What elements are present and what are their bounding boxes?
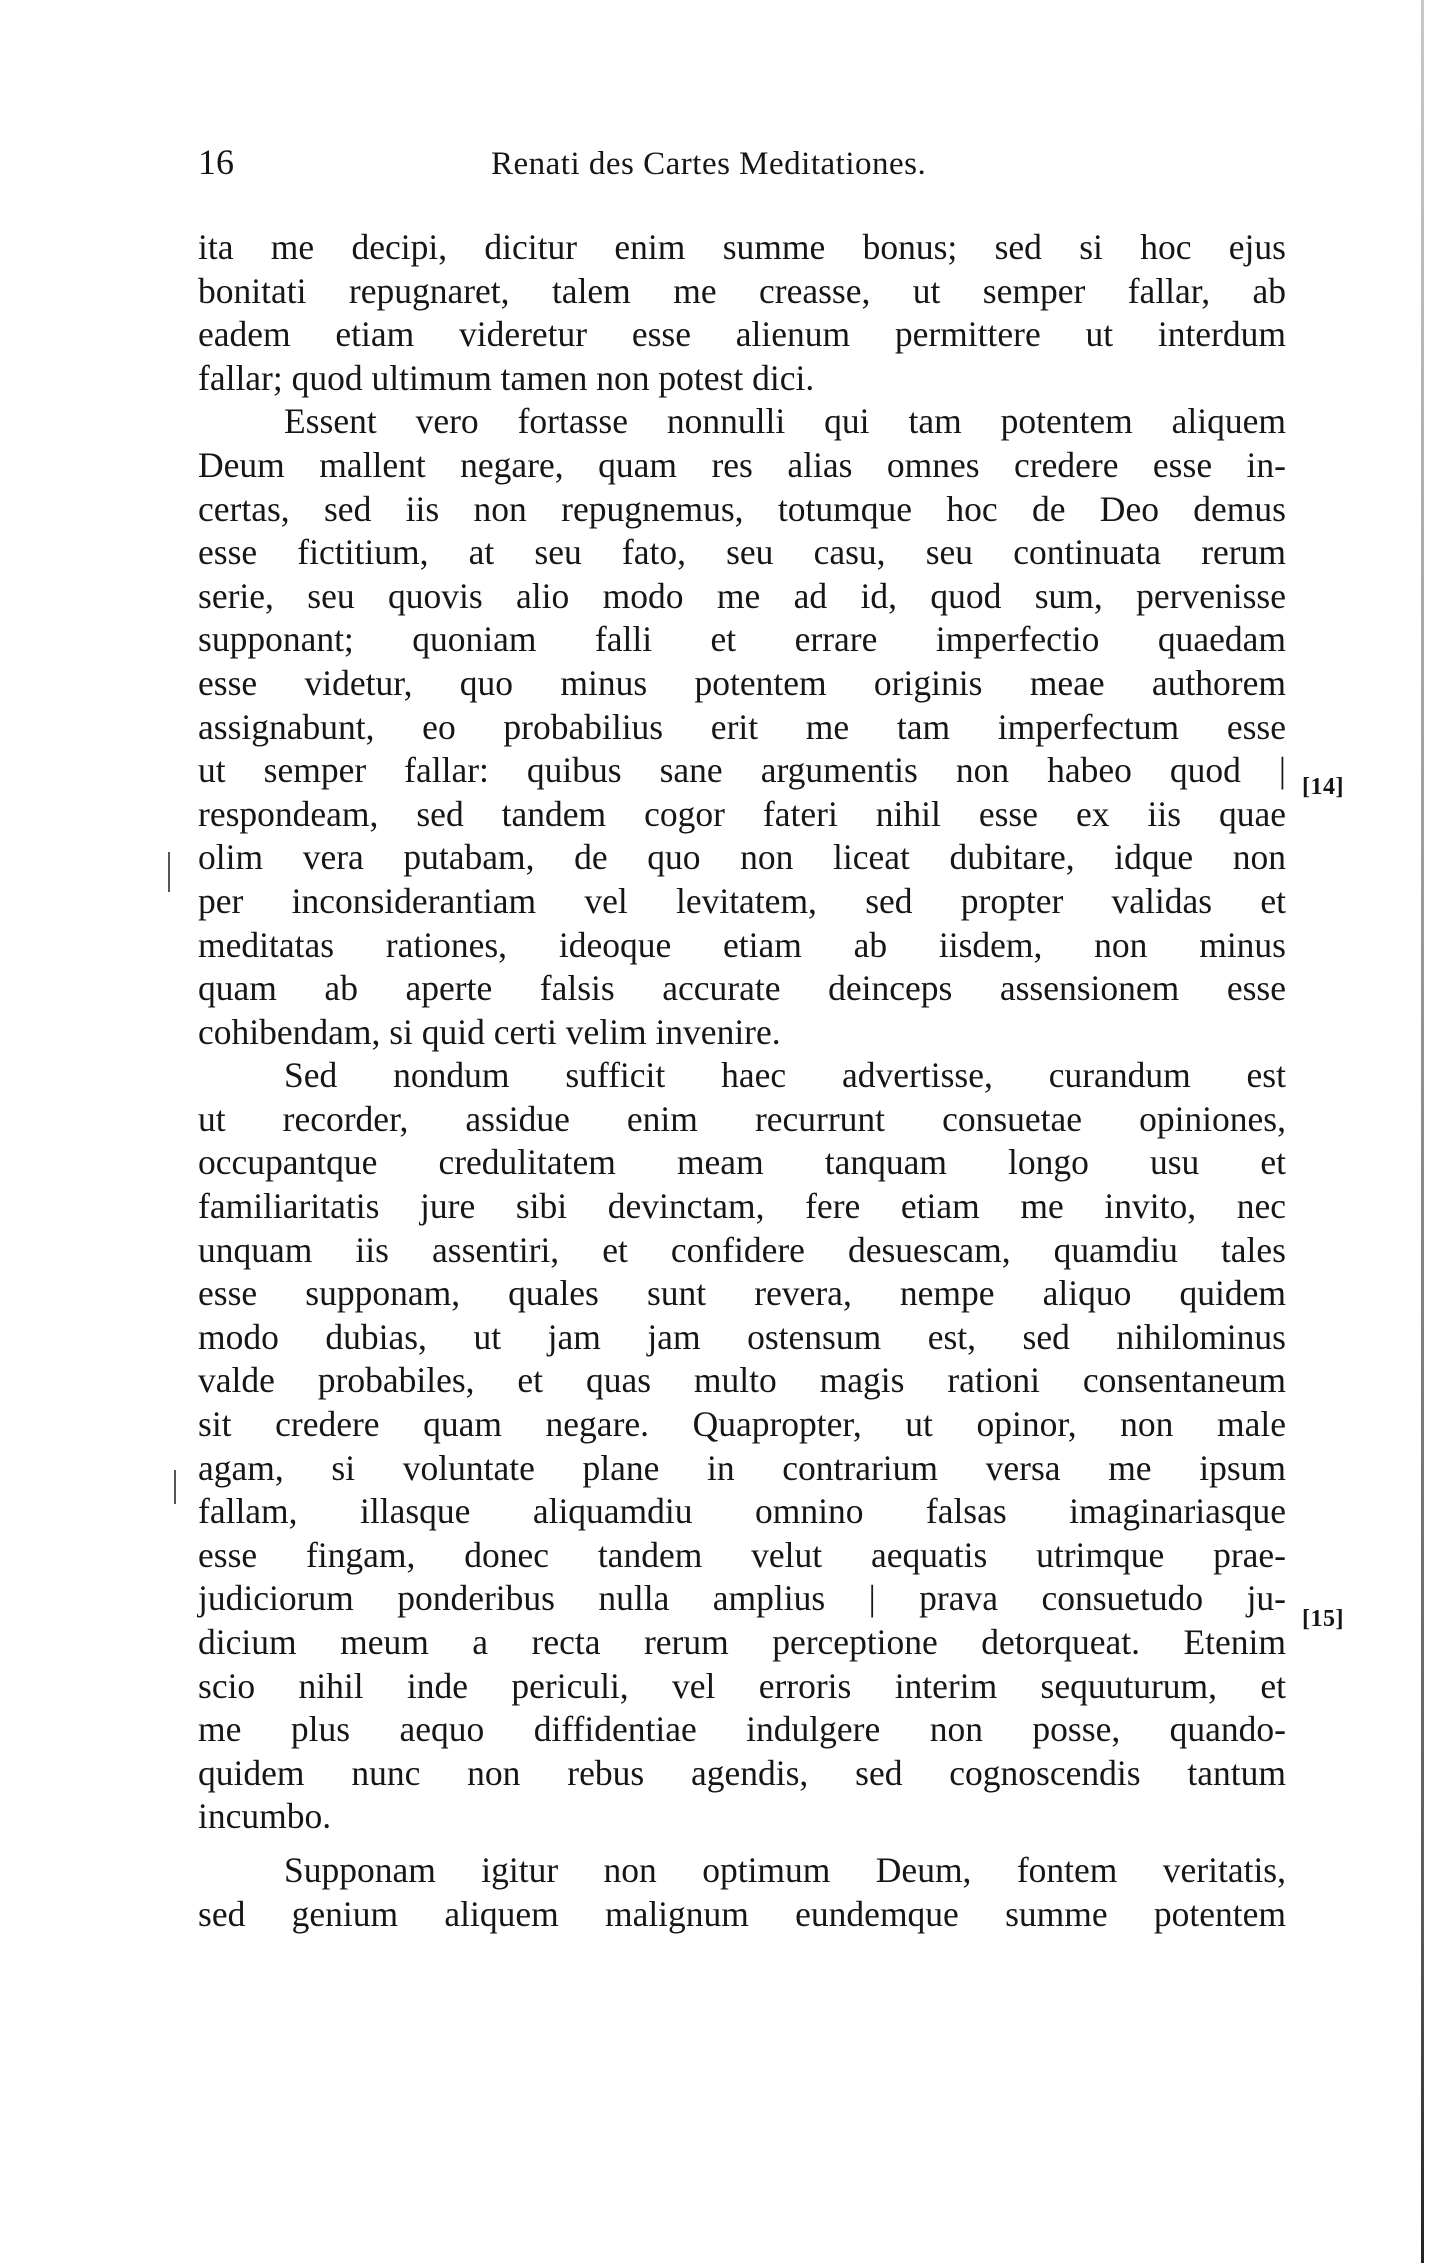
text-line: serie, seu quovis alio modo me ad id, quod sum, pervenisse <box>198 575 1286 616</box>
text-line: scio nihil inde periculi, vel erroris interim sequuturum, et <box>198 1665 1286 1706</box>
text-line: familiaritatis jure sibi devinctam, fere etiam me invito, nec <box>198 1186 1286 1227</box>
text-line: modo dubias, ut jam jam ostensum est, sed nihilominus <box>198 1316 1286 1357</box>
text-line: assignabunt, eo probabilius erit me tam imperfectum esse <box>198 706 1286 747</box>
text-line: dicium meum a recta rerum perceptione detorqueat. Etenim <box>198 1622 1286 1662</box>
text-line: bonitati repugnaret, talem me creasse, ut semper fallar, ab <box>198 270 1286 311</box>
text-line: certas, sed iis non repugnemus, totumque hoc de Deo demus <box>198 488 1286 529</box>
text-line: esse fingam, donec tandem velut aequatis utrimque prae- <box>198 1534 1286 1575</box>
text-line: sed genium aliquem malignum eundemque summe potentem <box>198 1893 1286 1934</box>
page-number: 16 <box>198 142 234 182</box>
text-line: cohibendam, si quid certi velim invenire. <box>198 1011 781 1052</box>
text-line: meditatas rationes, ideoque etiam ab iisdem, non minus <box>198 924 1286 965</box>
text-line: ita me decipi, dicitur enim summe bonus; sed si hoc ejus <box>198 227 1286 267</box>
text-line: unquam iis assentiri, et confidere desuescam, quamdiu tales <box>198 1229 1286 1270</box>
text-line: valde probabiles, et quas multo magis rationi consentaneum <box>198 1360 1286 1401</box>
text-line: incumbo. <box>198 1796 332 1837</box>
paragraph-start-line: Sed nondum sufficit haec advertisse, curandum est <box>284 1055 1286 1096</box>
text-line: supponant; quoniam falli et errare imperfectio quaedam <box>198 619 1286 660</box>
text-line: me plus aequo diffidentiae indulgere non posse, quando- <box>198 1709 1286 1750</box>
text-line: agam, si voluntate plane in contrarium versa me ipsum <box>198 1447 1286 1488</box>
page-edge-rule <box>1421 0 1424 2263</box>
text-line: sit credere quam negare. Quapropter, ut opinor, non male <box>198 1404 1286 1445</box>
text-line: fallam, illasque aliquamdiu omnino falsas imaginariasque <box>198 1491 1286 1532</box>
text-line: occupantque credulitatem meam tanquam longo usu et <box>198 1142 1286 1183</box>
margin-reference-15: [15] <box>1302 1606 1344 1632</box>
margin-mark <box>174 1470 176 1504</box>
running-title: Renati des Cartes Meditationes. <box>491 146 927 182</box>
text-line: Deum mallent negare, quam res alias omnes credere esse in- <box>198 444 1286 485</box>
margin-reference-14: [14] <box>1302 774 1344 800</box>
margin-mark <box>168 852 170 892</box>
text-line: eadem etiam videretur esse alienum permittere ut interdum <box>198 314 1286 355</box>
text-line: quidem nunc non rebus agendis, sed cognoscendis tantum <box>198 1752 1286 1793</box>
page-header <box>198 142 1298 192</box>
text-line: esse videtur, quo minus potentem originis meae authorem <box>198 662 1286 703</box>
text-line: quam ab aperte falsis accurate deinceps assensionem esse <box>198 968 1286 1009</box>
text-line: olim vera putabam, de quo non liceat dubitare, idque non <box>198 837 1286 878</box>
text-line: ut semper fallar: quibus sane argumentis non habeo quod | <box>198 750 1286 791</box>
text-line: fallar; quod ultimum tamen non potest dici. <box>198 357 815 398</box>
text-line: per inconsiderantiam vel levitatem, sed propter validas et <box>198 880 1286 921</box>
body-text <box>198 226 1286 1936</box>
text-line: respondeam, sed tandem cogor fateri nihil esse ex iis quae <box>198 793 1286 834</box>
text-line: judiciorum ponderibus nulla amplius | prava consuetudo ju- <box>198 1578 1286 1619</box>
text-line: ut recorder, assidue enim recurrunt consuetae opiniones, <box>198 1098 1286 1139</box>
text-line: esse supponam, quales sunt revera, nempe aliquo quidem <box>198 1273 1286 1314</box>
paragraph-start-line: Supponam igitur non optimum Deum, fontem veritatis, <box>284 1849 1286 1890</box>
text-line: esse fictitium, at seu fato, seu casu, seu continuata rerum <box>198 532 1286 573</box>
paragraph-start-line: Essent vero fortasse nonnulli qui tam potentem aliquem <box>284 401 1286 442</box>
